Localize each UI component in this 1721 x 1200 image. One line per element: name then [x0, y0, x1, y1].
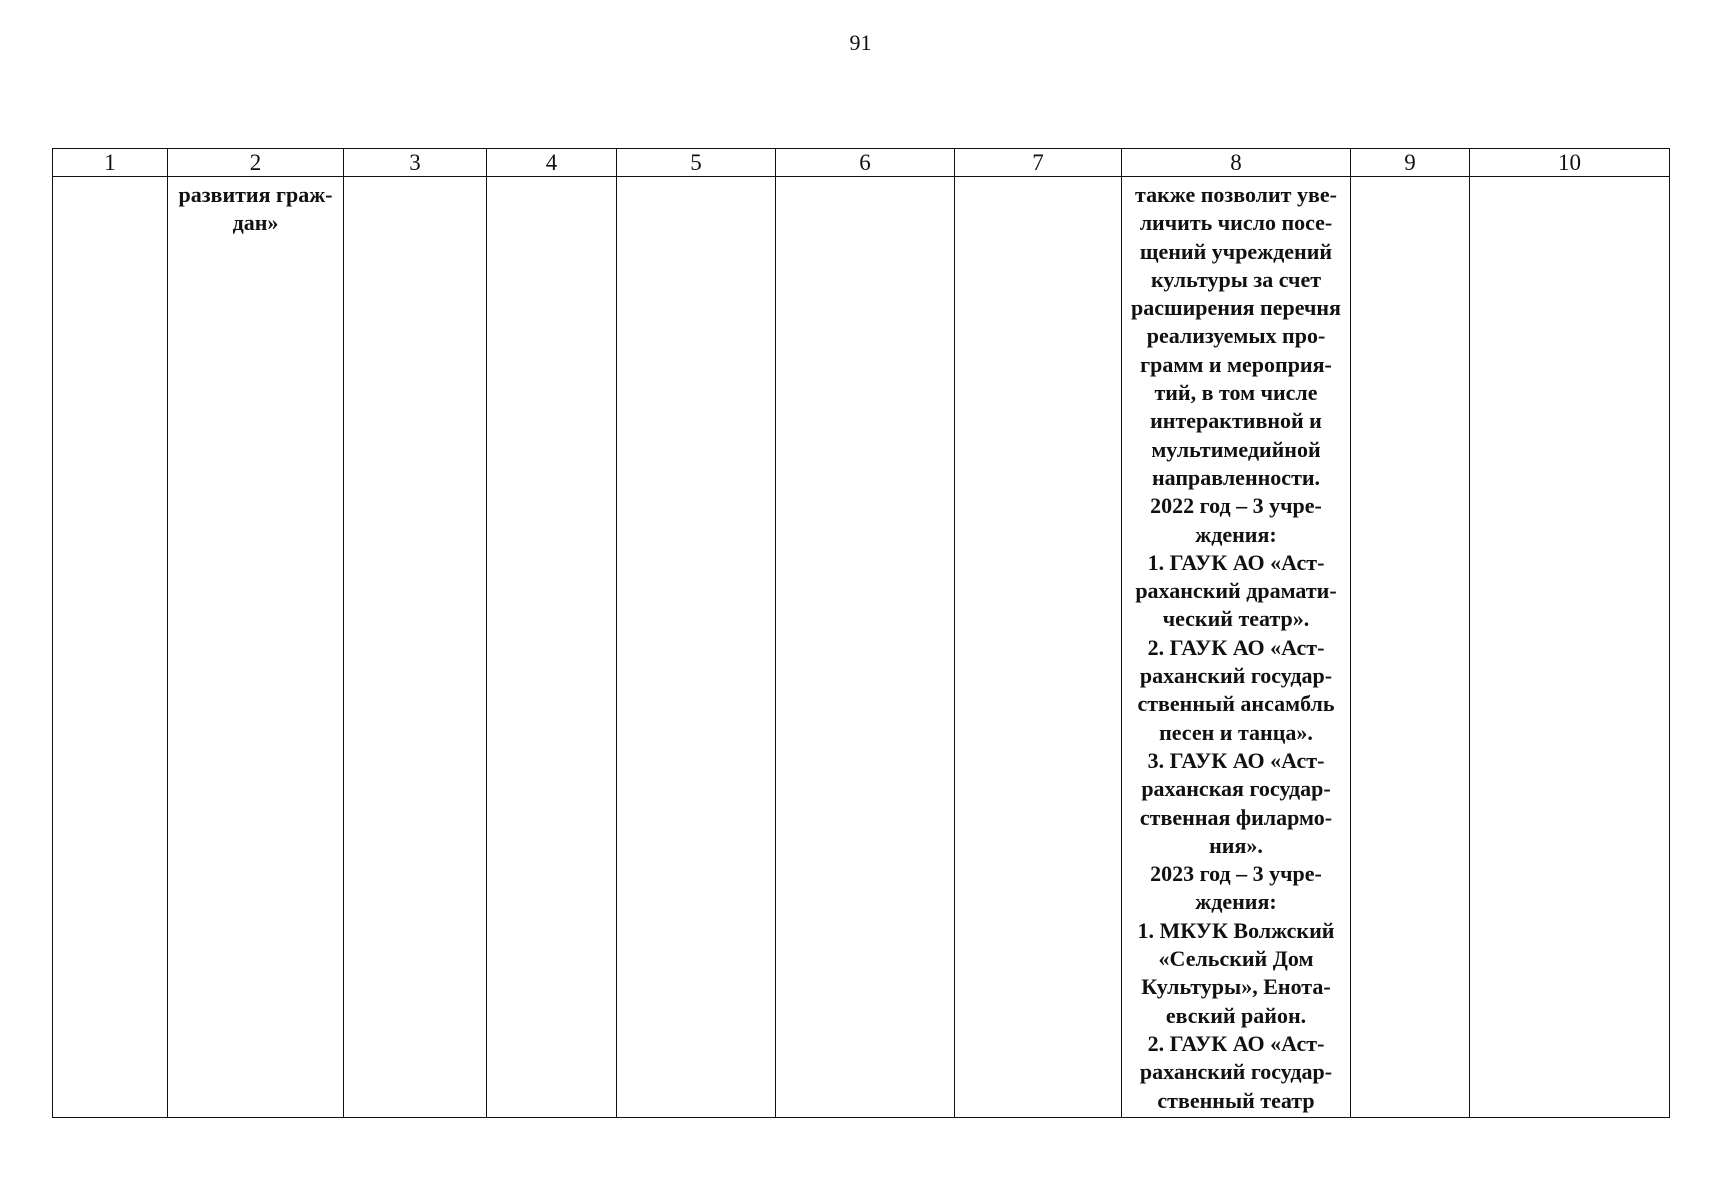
cell-col-8-line: тий, в том числе — [1154, 380, 1318, 406]
column-header-8: 8 — [1122, 149, 1351, 177]
table-row — [53, 177, 1670, 1118]
cell-col-8-line: ственная филармо- — [1139, 804, 1333, 830]
cell-col-8-line: ждения: — [1195, 889, 1277, 915]
cell-col-8-line: 2. ГАУК АО «Аст- — [1147, 1030, 1325, 1056]
cell-col-4 — [487, 177, 617, 1118]
cell-col-8-line: 2023 год – 3 учре- — [1150, 861, 1322, 887]
cell-col-8-line: раханский драмати- — [1135, 578, 1337, 604]
cell-col-8-line: раханский государ- — [1139, 663, 1333, 689]
cell-col-8-line: раханская государ- — [1141, 776, 1331, 802]
cell-col-8-line: щений учреждений — [1139, 238, 1333, 264]
cell-col-8-line: реализуемых про- — [1146, 323, 1326, 349]
cell-col-8 — [1122, 177, 1351, 1118]
cell-col-3 — [344, 177, 487, 1118]
cell-col-8-line: 3. ГАУК АО «Аст- — [1147, 747, 1325, 773]
cell-col-8-line: песен и танца». — [1159, 719, 1313, 745]
column-header-5: 5 — [617, 149, 776, 177]
cell-col-8-line: грамм и мероприя- — [1140, 351, 1332, 377]
cell-col-8-line: раханский государ- — [1139, 1059, 1333, 1085]
cell-col-8-line: также позволит уве- — [1135, 182, 1337, 207]
cell-col-8-line: ственный театр — [1157, 1087, 1315, 1113]
cell-col-5 — [617, 177, 776, 1118]
cell-col-8-line: ственный ансамбль — [1137, 691, 1335, 717]
cell-col-8-line: мультимедийной — [1151, 436, 1321, 462]
cell-col-8-line: «Сельский Дом — [1158, 946, 1314, 972]
cell-col-8-line: евский район. — [1165, 1002, 1307, 1028]
cell-col-1 — [53, 177, 168, 1118]
cell-col-6 — [776, 177, 955, 1118]
cell-col-8-line: 2022 год – 3 учре- — [1150, 493, 1322, 519]
cell-col-8-line: культуры за счет — [1150, 266, 1322, 292]
column-header-10: 10 — [1470, 149, 1670, 177]
cell-col-8-line: 2. ГАУК АО «Аст- — [1147, 634, 1325, 660]
cell-col-8-line: направленности. — [1151, 464, 1321, 490]
program-table — [52, 148, 1670, 1118]
cell-col-7 — [955, 177, 1122, 1118]
column-header-9: 9 — [1351, 149, 1470, 177]
cell-col-8-line: расширения перечня — [1131, 295, 1341, 321]
cell-col-8-line: ждения: — [1195, 521, 1277, 547]
cell-col-2-line: дан» — [232, 210, 279, 236]
column-header-7: 7 — [955, 149, 1122, 177]
cell-col-2-line: развития граж- — [178, 182, 333, 207]
cell-col-8-line: 1. ГАУК АО «Аст- — [1147, 549, 1325, 575]
page-number: 91 — [849, 30, 872, 55]
cell-col-2 — [168, 177, 344, 1118]
column-header-3: 3 — [344, 149, 487, 177]
header-row — [53, 149, 1670, 177]
cell-col-8-line: Культуры», Енота- — [1141, 974, 1331, 1000]
column-header-6: 6 — [776, 149, 955, 177]
cell-col-10 — [1470, 177, 1670, 1118]
column-header-4: 4 — [487, 149, 617, 177]
column-header-1: 1 — [53, 149, 168, 177]
cell-col-8-line: ческий театр». — [1162, 606, 1310, 632]
cell-col-8-line: ния». — [1209, 832, 1263, 858]
cell-col-8-line: интерактивной и — [1150, 408, 1322, 434]
cell-col-8-line: личить число посе- — [1139, 210, 1333, 236]
column-header-2: 2 — [168, 149, 344, 177]
cell-col-8-line: 1. МКУК Волжский — [1137, 917, 1335, 943]
cell-col-9 — [1351, 177, 1470, 1118]
